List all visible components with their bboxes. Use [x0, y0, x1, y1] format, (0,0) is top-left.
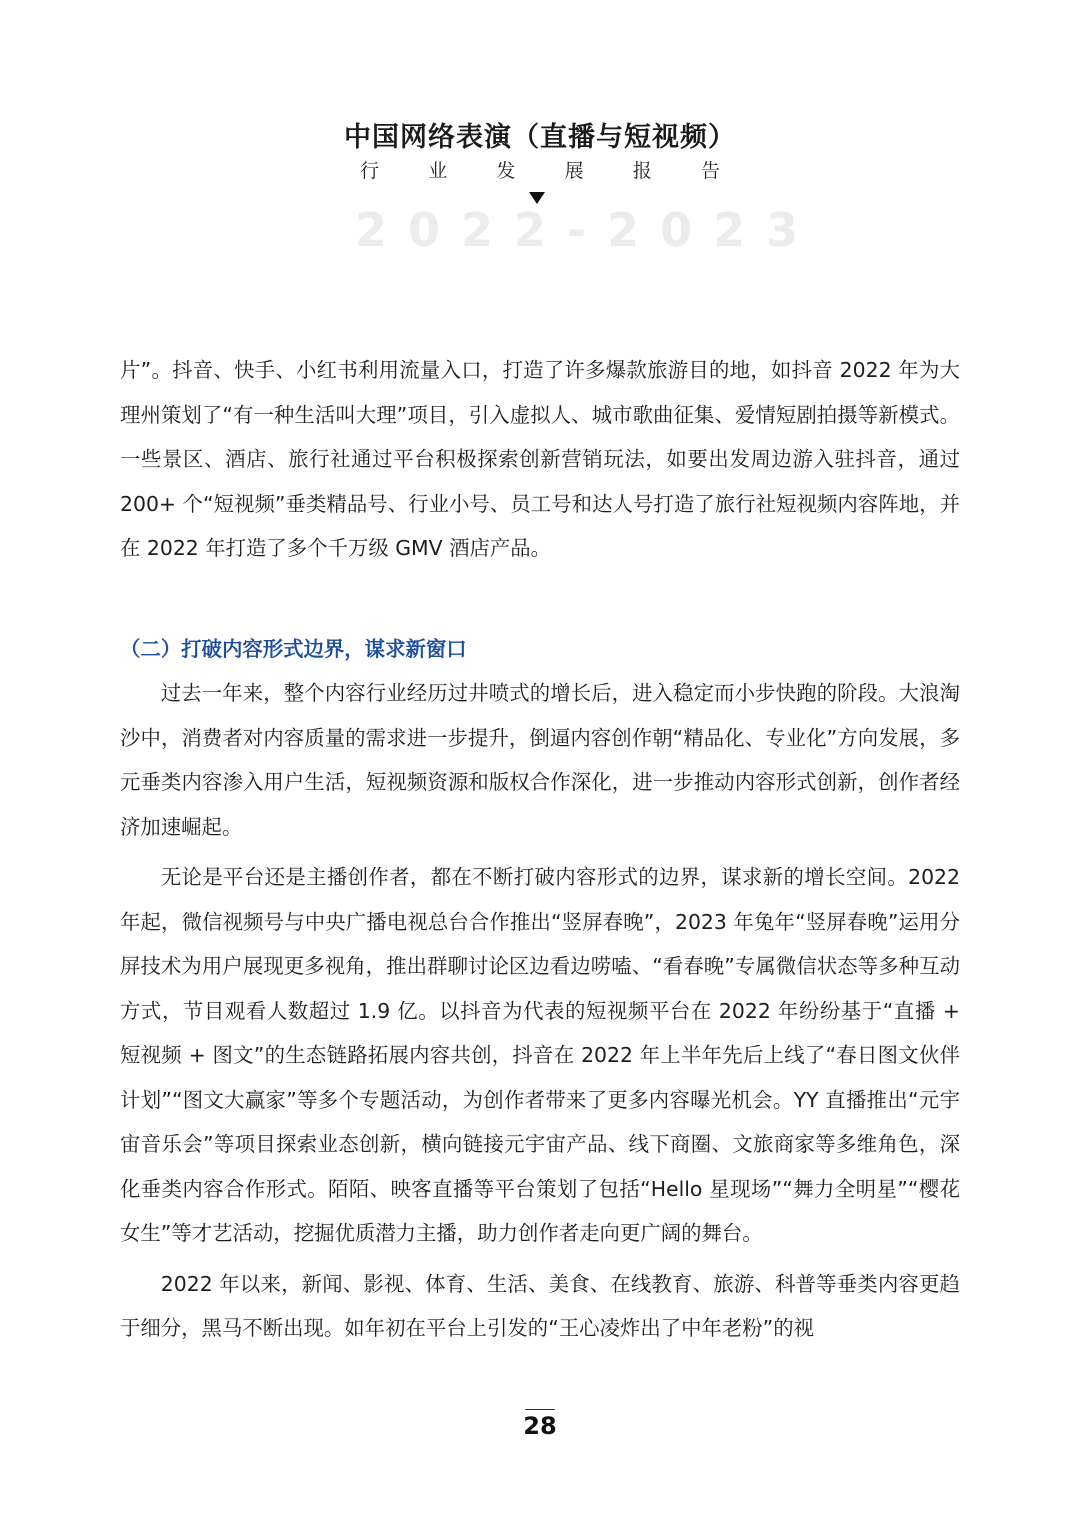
- subtitle-char: 告: [700, 160, 720, 182]
- subtitle-char: 行: [360, 160, 380, 182]
- section-heading: （二）打破内容形式边界，谋求新窗口: [120, 636, 467, 661]
- footer-rule: [525, 1409, 555, 1410]
- report-header: [0, 118, 1080, 257]
- subtitle-char: 业: [428, 160, 448, 182]
- report-years: 2022-2023: [355, 203, 820, 257]
- page-number: 28: [523, 1412, 557, 1440]
- report-title: 中国网络表演（直播与短视频）: [344, 122, 736, 153]
- report-subtitle: [360, 158, 720, 184]
- subtitle-char: 发: [496, 160, 516, 182]
- subtitle-char: 报: [632, 160, 652, 182]
- page-body: [120, 348, 960, 1351]
- body-paragraph: 2022 年以来，新闻、影视、体育、生活、美食、在线教育、旅游、科普等垂类内容更趋于细分，黑马不断出现。如年初在平台上引发的“王心凌炸出了中年老粉”的视: [120, 1271, 960, 1340]
- body-paragraph: 无论是平台还是主播创作者，都在不断打破内容形式的边界，谋求新的增长空间。2022 年起，微信视频号与中央广播电视总台合作推出“竖屏春晚”，2023 年兔年“竖屏春晚”运用分屏技术为用户展现更多视角，推出群聊讨论区边看边唠嗑、“看春晚”专属微信状态等多种互动方式，节目观看人数超过 1.9 亿。以抖音为代表的短视频平台在 2022 年纷纷基于“直播 + 短视频 + 图文”的生态链路拓展内容共创，抖音在 2022 年上半年先后上线了“春日图文伙伴计划”“图文大赢家”等多个专题活动，为创作者带来了更多内容曝光机会。YY 直播推出“元宇宙音乐会”等项目探索业态创新，横向链接元宇宙产品、线下商圈、文旅商家等多维角色，深化垂类内容合作形式。陌陌、映客直播等平台策划了包括“Hello 星现场”“舞力全明星”“樱花女生”等才艺活动，挖掘优质潜力主播，助力创作者走向更广阔的舞台。: [120, 865, 960, 1245]
- body-paragraph: 片”。抖音、快手、小红书利用流量入口，打造了许多爆款旅游目的地，如抖音 2022 年为大理州策划了“有一种生活叫大理”项目，引入虚拟人、城市歌曲征集、爱情短剧拍摄等新模式。一些景区、酒店、旅行社通过平台积极探索创新营销玩法，如要出发周边游入驻抖音，通过 200+ 个“短视频”垂类精品号、行业小号、员工号和达人号打造了旅行社短视频内容阵地，并在 2022 年打造了多个千万级 GMV 酒店产品。: [120, 358, 960, 560]
- body-paragraph: 过去一年来，整个内容行业经历过井喷式的增长后，进入稳定而小步快跑的阶段。大浪淘沙中，消费者对内容质量的需求进一步提升，倒逼内容创作朝“精品化、专业化”方向发展，多元垂类内容渗入用户生活，短视频资源和版权合作深化，进一步推动内容形式创新，创作者经济加速崛起。: [120, 681, 960, 839]
- subtitle-char: 展: [564, 160, 584, 182]
